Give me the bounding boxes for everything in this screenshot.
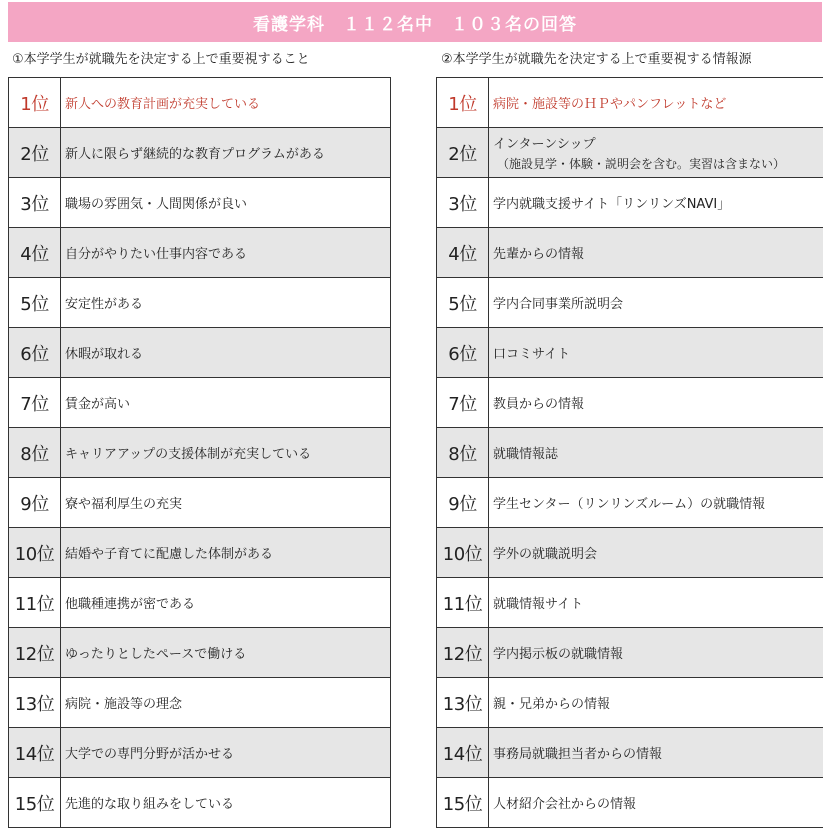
rank-cell: 7位 [437, 378, 489, 427]
rank-cell: 2位 [9, 128, 61, 177]
survey-banner: 看護学科 １１２名中 １０３名の回答 [8, 2, 822, 42]
rank-cell: 13位 [437, 678, 489, 727]
rank-cell: 12位 [9, 628, 61, 677]
table-row [9, 678, 390, 728]
table-row [437, 328, 823, 378]
item-text: 学外の就職説明会 [493, 547, 598, 562]
table-row [9, 478, 390, 528]
item-cell [61, 728, 390, 777]
item-text: 他職種連携が密である [65, 597, 196, 612]
rank-cell: 6位 [437, 328, 489, 377]
item-text: 学内掲示板の就職情報 [493, 647, 624, 662]
item-text: 賃金が高い [65, 397, 131, 412]
table-row [9, 228, 390, 278]
item-text: 就職情報サイト [493, 597, 584, 612]
table-row [437, 528, 823, 578]
item-text: 親・兄弟からの情報 [493, 697, 611, 712]
table-row [9, 178, 390, 228]
item-subtext: （施設見学・体験・説明会を含む。実習は含まない） [497, 157, 786, 171]
item-cell [489, 478, 823, 527]
item-cell [489, 78, 823, 127]
item-text: 休暇が取れる [65, 347, 144, 362]
table-row [437, 378, 823, 428]
item-text: 学生センター（リンリンズルーム）の就職情報 [493, 497, 766, 512]
item-cell [61, 128, 390, 177]
table-row [9, 778, 390, 828]
table-row [9, 578, 390, 628]
item-cell [489, 228, 823, 277]
item-text: 学内合同事業所説明会 [493, 297, 624, 312]
item-text: 教員からの情報 [493, 397, 585, 412]
rank-cell: 1位 [437, 78, 489, 127]
item-cell [489, 778, 823, 827]
right-ranking-table [436, 77, 823, 828]
rank-cell: 15位 [437, 778, 489, 827]
rank-cell: 4位 [9, 228, 61, 277]
item-cell [489, 678, 823, 727]
item-cell [61, 278, 390, 327]
item-text: 職場の雰囲気・人間関係が良い [65, 197, 248, 212]
item-text: 先輩からの情報 [493, 247, 585, 262]
rank-cell: 1位 [9, 78, 61, 127]
item-cell [489, 628, 823, 677]
item-text: 病院・施設等のＨＰやパンフレットなど [493, 97, 727, 112]
item-text: 安定性がある [65, 297, 144, 312]
rank-cell: 9位 [437, 478, 489, 527]
item-text: インターンシップ [493, 137, 596, 152]
item-cell [61, 678, 390, 727]
item-text: 学内就職支援サイト「リンリンズNAVI」 [493, 197, 731, 212]
right-heading: ②本学学生が就職先を決定する上で重要視する情報源 [441, 52, 752, 67]
table-row [9, 428, 390, 478]
item-cell [489, 578, 823, 627]
table-row [9, 328, 390, 378]
table-row [9, 378, 390, 428]
table-row [9, 128, 390, 178]
rank-cell: 8位 [437, 428, 489, 477]
table-row [9, 528, 390, 578]
item-text: ゆったりとしたペースで働ける [65, 647, 247, 662]
item-cell [61, 328, 390, 377]
table-row [437, 578, 823, 628]
item-text: 口コミサイト [493, 347, 571, 362]
table-row [437, 478, 823, 528]
table-row [9, 78, 390, 128]
table-row [437, 278, 823, 328]
rank-cell: 14位 [437, 728, 489, 777]
item-cell [489, 328, 823, 377]
rank-cell: 14位 [9, 728, 61, 777]
table-row [9, 628, 390, 678]
rank-cell: 5位 [437, 278, 489, 327]
item-text: 就職情報誌 [493, 447, 559, 462]
item-cell [61, 428, 390, 477]
rank-cell: 10位 [437, 528, 489, 577]
rank-cell: 12位 [437, 628, 489, 677]
rank-cell: 9位 [9, 478, 61, 527]
rank-cell: 3位 [437, 178, 489, 227]
rank-cell: 7位 [9, 378, 61, 427]
table-row [437, 778, 823, 828]
rank-cell: 3位 [9, 178, 61, 227]
item-cell [61, 378, 390, 427]
item-cell [489, 128, 823, 177]
rank-cell: 5位 [9, 278, 61, 327]
item-text: 人材紹介会社からの情報 [493, 797, 637, 812]
item-cell [61, 78, 390, 127]
item-cell [61, 528, 390, 577]
item-text: 新人に限らず継続的な教育プログラムがある [65, 147, 325, 162]
item-cell [61, 578, 390, 627]
rank-cell: 11位 [437, 578, 489, 627]
item-cell [489, 178, 823, 227]
item-cell [61, 478, 390, 527]
rank-cell: 13位 [9, 678, 61, 727]
item-cell [489, 278, 823, 327]
left-ranking-table [8, 77, 391, 828]
rank-cell: 6位 [9, 328, 61, 377]
item-cell [61, 778, 390, 827]
item-text: 結婚や子育てに配慮した体制がある [65, 547, 274, 562]
item-text: 自分がやりたい仕事内容である [65, 247, 248, 262]
table-row [437, 178, 823, 228]
item-text: 先進的な取り組みをしている [65, 797, 235, 812]
table-row [437, 428, 823, 478]
item-cell [489, 378, 823, 427]
table-row [437, 728, 823, 778]
table-row [437, 78, 823, 128]
item-cell [489, 528, 823, 577]
item-text: 寮や福利厚生の充実 [65, 497, 183, 512]
table-row [437, 228, 823, 278]
table-row [437, 628, 823, 678]
item-cell [61, 228, 390, 277]
table-row [9, 728, 390, 778]
item-cell [489, 728, 823, 777]
rank-cell: 4位 [437, 228, 489, 277]
item-text: 大学での専門分野が活かせる [65, 747, 235, 762]
item-cell [61, 178, 390, 227]
left-heading: ①本学学生が就職先を決定する上で重要視すること [12, 52, 310, 67]
item-text: 事務局就職担当者からの情報 [493, 747, 663, 762]
item-cell [61, 628, 390, 677]
rank-cell: 15位 [9, 778, 61, 827]
table-row [437, 678, 823, 728]
item-text: キャリアアップの支援体制が充実している [65, 447, 312, 462]
item-cell [489, 428, 823, 477]
rank-cell: 11位 [9, 578, 61, 627]
rank-cell: 2位 [437, 128, 489, 177]
table-row [9, 278, 390, 328]
rank-cell: 8位 [9, 428, 61, 477]
item-text: 新人への教育計画が充実している [65, 97, 261, 112]
item-text: 病院・施設等の理念 [65, 697, 183, 712]
table-row [437, 128, 823, 178]
rank-cell: 10位 [9, 528, 61, 577]
